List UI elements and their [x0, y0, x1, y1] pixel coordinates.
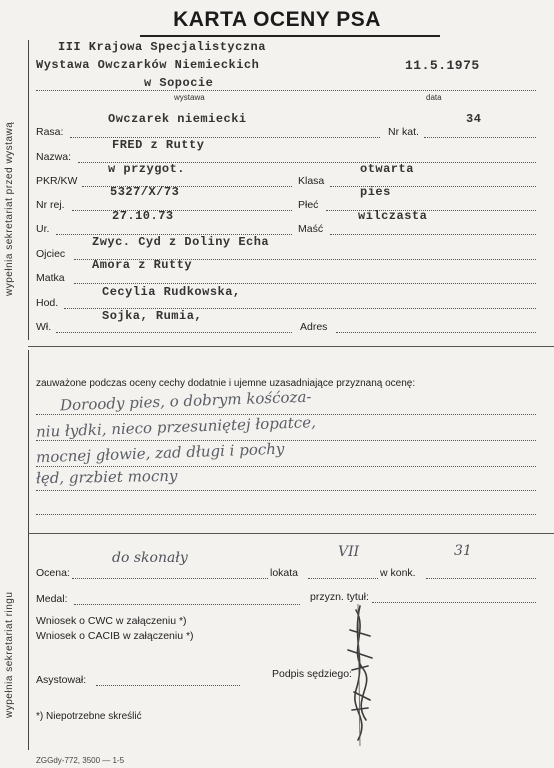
assessment-text-1: Doroody pies, o dobrym kośćoza-: [59, 387, 312, 415]
address-label: Adres: [300, 321, 328, 333]
dam-value: Amora z Rutty: [92, 258, 193, 272]
assistant-label: Asystował:: [36, 674, 87, 686]
grade-label: Ocena:: [36, 567, 70, 579]
assessment-text-3: mocnej głowie, zad długi i pochy: [35, 439, 285, 467]
address-dotted-line: [336, 332, 536, 333]
reg-number-value: 5327/X/73: [110, 185, 180, 199]
side-note-top: wypełnia sekretariat przed wystawą: [4, 121, 15, 296]
birth-value: 27.10.73: [112, 209, 174, 223]
breed-value: Owczarek niemiecki: [108, 112, 247, 126]
placement-label: lokata: [270, 567, 299, 579]
show-label: wystawa: [174, 93, 205, 102]
name-value: FRED z Rutty: [112, 138, 205, 152]
printer-mark: ZGGdy-772, 3500 — 1-5: [36, 756, 125, 765]
sire-label: Ojciec: [36, 248, 66, 260]
name-label: Nazwa:: [36, 151, 72, 163]
catalog-dotted-line: [424, 137, 536, 138]
title-underline: [140, 35, 440, 37]
date-label: data: [426, 93, 442, 102]
title-awarded-label: przyzn. tytuł:: [310, 591, 369, 603]
reg-number-label: Nr rej.: [36, 199, 65, 211]
assessment-text-4: łęd, grzbiet mocny: [35, 466, 178, 488]
assessment-label: zauważone podczas oceny cechy dodatnie i ujemne uzasadniające przyznaną ocenę:: [36, 378, 416, 389]
sire-value: Zwyc. Cyd z Doliny Echa: [92, 235, 270, 249]
assessment-line-4: [36, 490, 536, 491]
medal-dotted-line: [74, 604, 300, 605]
owner-label: Wł.: [36, 321, 52, 333]
sex-value: pies: [360, 185, 391, 199]
assessment-text-2: niu łydki, nieco przesuniętej łopatce,: [35, 413, 317, 441]
judge-signature-label: Podpis sędziego:: [272, 668, 352, 680]
show-dotted-line: [36, 90, 536, 91]
show-date: 11.5.1975: [405, 58, 480, 73]
assessment-line-2: [36, 440, 536, 441]
class-value: otwarta: [360, 162, 414, 176]
breed-label: Rasa:: [36, 126, 64, 138]
color-dotted-line: [330, 234, 536, 235]
competition-value: 31: [454, 543, 472, 559]
competition-dotted-line: [426, 578, 536, 579]
show-line-1: III Krajowa Specjalistyczna: [58, 40, 266, 54]
margin-line-bottom: [28, 350, 29, 750]
class-label: Klasa: [298, 175, 325, 187]
competition-label: w konk.: [380, 567, 416, 579]
section-separator-2: [28, 533, 554, 534]
color-label: Maść: [298, 223, 324, 235]
owner-value: Sojka, Rumia,: [102, 309, 203, 323]
title-dotted-line: [372, 602, 536, 603]
show-line-2: Wystawa Owczarków Niemieckich: [36, 58, 260, 72]
dam-label: Matka: [36, 272, 65, 284]
sex-label: Płeć: [298, 199, 319, 211]
placement-dotted-line: [308, 578, 378, 579]
cacib-request: Wniosek o CACIB w załączeniu *): [36, 630, 194, 642]
side-note-bottom: wypełnia sekretariat ringu: [4, 591, 15, 718]
catalog-number-label: Nr kat.: [388, 126, 419, 138]
breeder-value: Cecylia Rudkowska,: [102, 285, 241, 299]
pkr-label: PKR/KW: [36, 175, 78, 187]
section-separator-1: [28, 346, 554, 347]
color-value: wilczasta: [358, 209, 428, 223]
dam-dotted-line: [74, 283, 536, 284]
owner-dotted-line: [56, 332, 292, 333]
birth-label: Ur.: [36, 223, 50, 235]
footnote: *) Niepotrzebne skreślić: [36, 711, 142, 722]
pkr-value: w przygot.: [108, 162, 186, 176]
grade-value: do skonały: [112, 550, 188, 566]
medal-label: Medal:: [36, 593, 68, 605]
assessment-line-5: [36, 514, 536, 515]
breeder-label: Hod.: [36, 297, 59, 309]
margin-line-top: [28, 40, 29, 340]
card-title: KARTA OCENY PSA: [173, 8, 381, 31]
judge-signature: [330, 600, 390, 750]
assessment-line-3: [36, 466, 536, 467]
grade-dotted-line: [72, 578, 268, 579]
show-line-3: w Sopocie: [144, 76, 214, 90]
assistant-dotted-line: [96, 685, 240, 686]
placement-value: VII: [338, 544, 360, 560]
reg-dotted-line: [72, 210, 292, 211]
catalog-number-value: 34: [466, 112, 482, 126]
cwc-request: Wniosek o CWC w załączeniu *): [36, 615, 187, 627]
